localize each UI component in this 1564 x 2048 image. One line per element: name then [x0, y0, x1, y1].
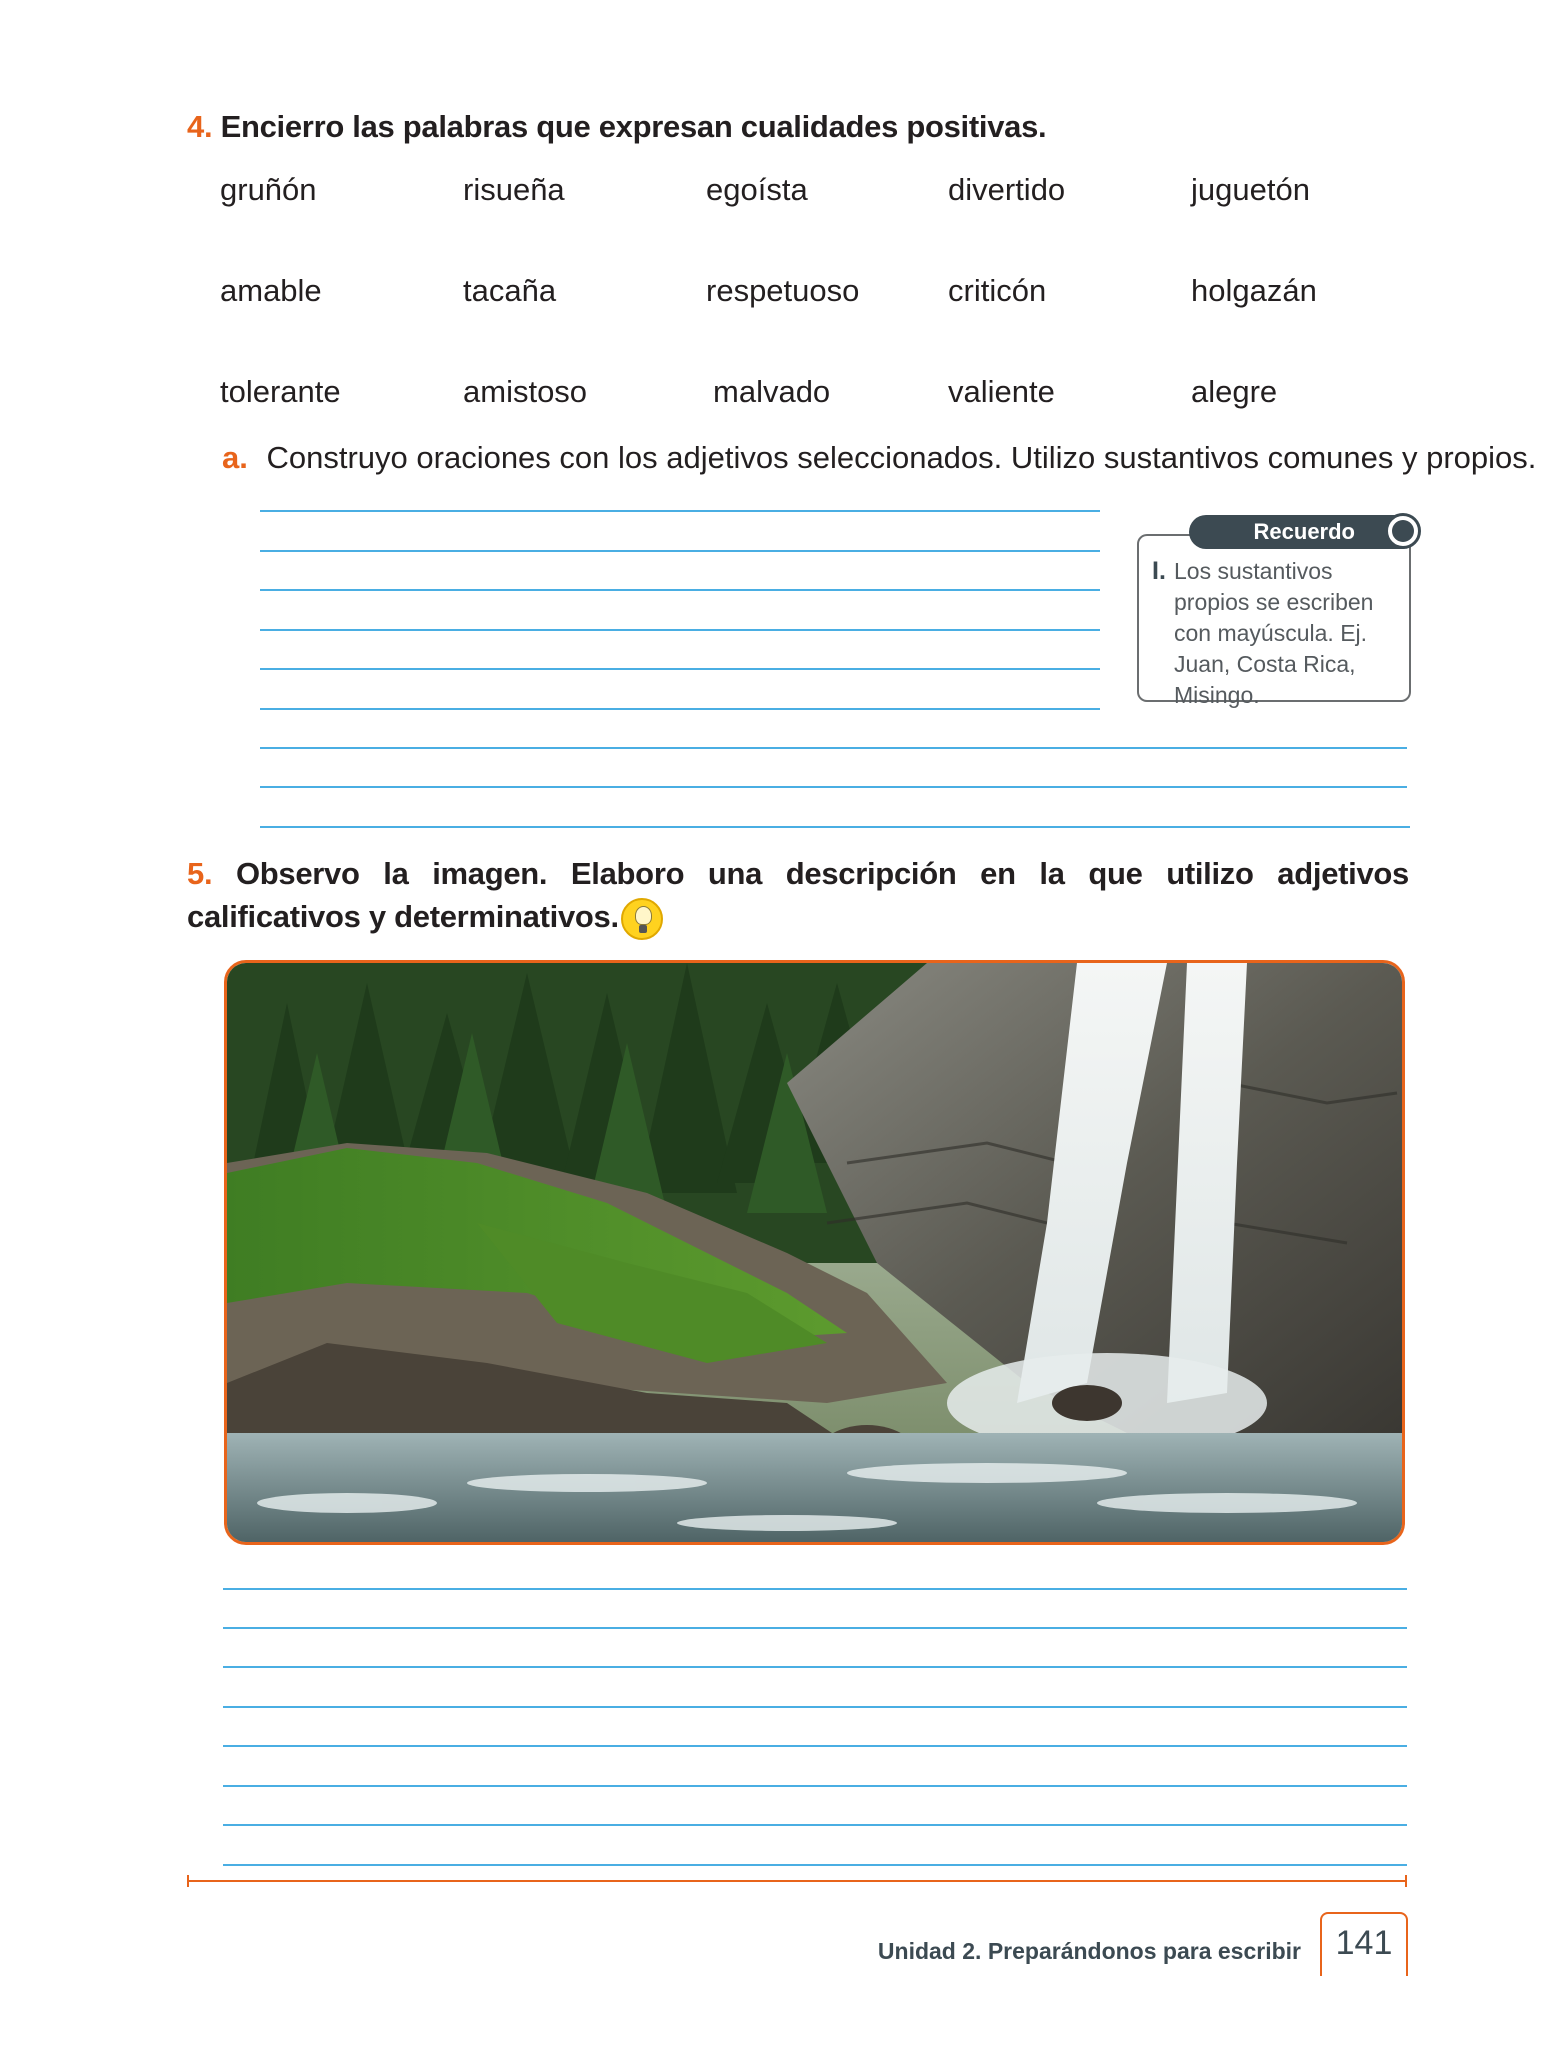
writing-line[interactable]: [260, 747, 1407, 749]
writing-line[interactable]: [223, 1745, 1407, 1747]
subquestion-a: [222, 440, 1536, 476]
lightbulb-icon: [621, 898, 663, 940]
question-number: 5.: [187, 856, 213, 891]
writing-line[interactable]: [260, 589, 1100, 591]
word-item[interactable]: holgazán: [1191, 273, 1317, 308]
subquestion-letter: a.: [222, 440, 248, 475]
writing-line[interactable]: [223, 1785, 1407, 1787]
writing-line[interactable]: [223, 1588, 1407, 1590]
writing-line[interactable]: [223, 1666, 1407, 1668]
writing-line[interactable]: [223, 1706, 1407, 1708]
word-item[interactable]: juguetón: [1191, 172, 1310, 207]
footer-divider-tick: [1405, 1875, 1407, 1887]
question-4-heading: [187, 109, 1046, 145]
word-item[interactable]: divertido: [948, 172, 1066, 207]
word-item[interactable]: malvado: [713, 374, 831, 409]
question-5-heading: [187, 852, 1409, 940]
footer-divider-tick: [187, 1875, 189, 1887]
writing-line[interactable]: [260, 550, 1100, 552]
writing-line[interactable]: [223, 1824, 1407, 1826]
page-number-box: [1320, 1912, 1408, 1976]
writing-line[interactable]: [223, 1627, 1407, 1629]
question-text: Encierro las palabras que expresan cualidades positivas.: [220, 109, 1047, 144]
writing-line[interactable]: [260, 510, 1100, 512]
word-item[interactable]: criticón: [948, 273, 1047, 308]
word-item[interactable]: amistoso: [463, 374, 588, 409]
circle-icon: [1385, 513, 1421, 549]
writing-line[interactable]: [260, 629, 1100, 631]
recuerdo-tab: [1189, 515, 1407, 549]
question-text: Observo la imagen. Elaboro una descripción en la que utilizo adjetivos calificativos y determinativos.: [187, 856, 1409, 934]
word-item[interactable]: egoísta: [706, 172, 808, 207]
waterfall-photo: [224, 960, 1405, 1545]
word-item[interactable]: valiente: [948, 374, 1055, 409]
word-item[interactable]: tacaña: [463, 273, 557, 308]
footer-divider: [187, 1880, 1407, 1882]
word-item[interactable]: alegre: [1191, 374, 1278, 409]
writing-line[interactable]: [260, 668, 1100, 670]
word-item[interactable]: tolerante: [220, 374, 341, 409]
recuerdo-item-text: Los sustantivos propios se escriben con mayúscula. Ej. Juan, Costa Rica, Misingo.: [1174, 558, 1374, 708]
question-number: 4.: [187, 109, 213, 144]
writing-line[interactable]: [260, 786, 1407, 788]
recuerdo-title: Recuerdo: [1253, 519, 1355, 544]
waterfall-scene: [227, 963, 1402, 1542]
word-item[interactable]: risueña: [463, 172, 565, 207]
recuerdo-item-number: I.: [1152, 557, 1166, 585]
word-item[interactable]: amable: [220, 273, 322, 308]
word-item[interactable]: respetuoso: [706, 273, 860, 308]
page-number: 141: [1335, 1924, 1393, 1962]
writing-line[interactable]: [260, 708, 1100, 710]
writing-line[interactable]: [260, 826, 1410, 828]
subquestion-text: Construyo oraciones con los adjetivos seleccionados. Utilizo sustantivos comunes y propios.: [266, 440, 1537, 475]
word-item[interactable]: gruñón: [220, 172, 317, 207]
unit-label: Unidad 2. Preparándonos para escribir: [877, 1938, 1301, 1964]
writing-line[interactable]: [223, 1864, 1407, 1866]
